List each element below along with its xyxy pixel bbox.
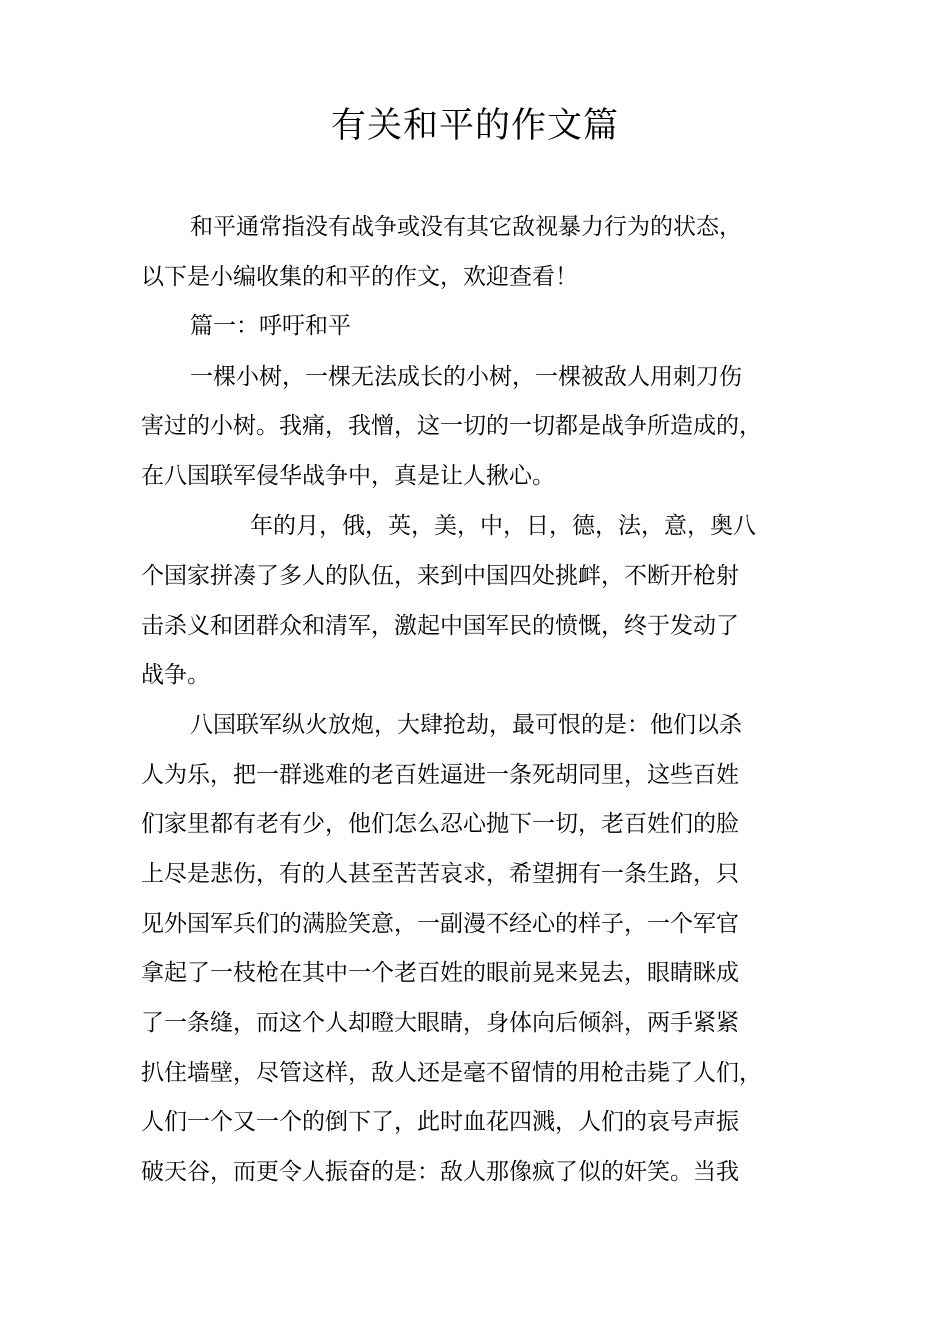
paragraph-line: 个国家拼凑了多人的队伍，来到中国四处挑衅，不断开枪射 bbox=[141, 563, 739, 589]
paragraph-line: 一棵小树，一棵无法成长的小树，一棵被敌人用刺刀伤 bbox=[190, 364, 742, 390]
paragraph-line: 以下是小编收集的和平的作文，欢迎查看！ bbox=[141, 264, 578, 290]
paragraph-line: 害过的小树。我痛，我憎，这一切的一切都是战争所造成的， bbox=[141, 413, 762, 439]
paragraph-line: 战争。 bbox=[141, 662, 210, 688]
paragraph-line: 和平通常指没有战争或没有其它敌视暴力行为的状态， bbox=[190, 214, 742, 240]
document-title: 有关和平的作文篇 bbox=[330, 106, 619, 146]
paragraph-line: 人为乐，把一群逃难的老百姓逼进一条死胡同里，这些百姓 bbox=[141, 762, 739, 788]
paragraph-line: 上尽是悲伤，有的人甚至苦苦哀求，希望拥有一条生路，只 bbox=[141, 861, 739, 887]
paragraph-line: 年的月，俄，英，美，中，日，德，法，意，奥八 bbox=[250, 513, 756, 539]
paragraph-line: 破天谷，而更令人振奋的是：敌人那像疯了似的奸笑。当我 bbox=[141, 1159, 739, 1185]
paragraph-line: 了一条缝，而这个人却瞪大眼睛，身体向后倾斜，两手紧紧 bbox=[141, 1010, 739, 1036]
paragraph-line: 见外国军兵们的满脸笑意，一副漫不经心的样子，一个军官 bbox=[141, 911, 739, 937]
paragraph-line: 拿起了一枝枪在其中一个老百姓的眼前晃来晃去，眼睛眯成 bbox=[141, 960, 739, 986]
paragraph-line: 八国联军纵火放炮，大肆抢劫，最可恨的是：他们以杀 bbox=[190, 712, 742, 738]
paragraph-line: 人们一个又一个的倒下了，此时血花四溅，人们的哀号声振 bbox=[141, 1109, 739, 1135]
paragraph-line: 扒住墙壁，尽管这样，敌人还是毫不留情的用枪击毙了人们， bbox=[141, 1060, 762, 1086]
paragraph-line: 在八国联军侵华战争中，真是让人揪心。 bbox=[141, 463, 555, 489]
section-heading: 篇一：呼吁和平 bbox=[190, 313, 351, 339]
paragraph-line: 击杀义和团群众和清军，激起中国军民的愤慨，终于发动了 bbox=[141, 613, 739, 639]
paragraph-line: 们家里都有老有少，他们怎么忍心抛下一切，老百姓们的脸 bbox=[141, 811, 739, 837]
